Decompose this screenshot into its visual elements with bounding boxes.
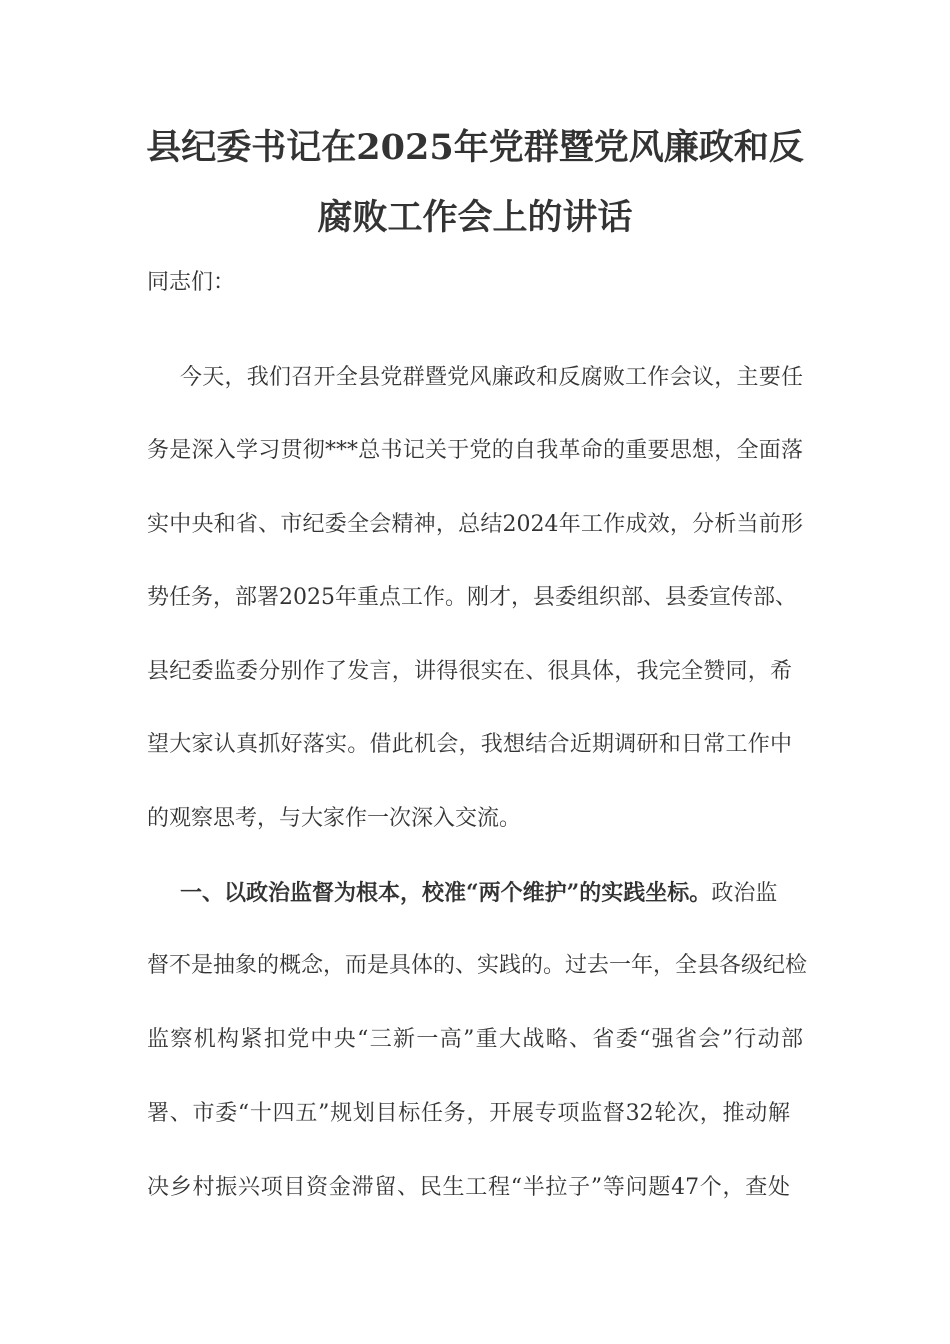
paragraph-line: 今天，我们召开全县党群暨党风廉政和反腐败工作会议，主要任 bbox=[180, 365, 803, 390]
section-heading-tail: 政治监 bbox=[711, 881, 778, 906]
paragraph-line: 决乡村振兴项目资金滞留、民生工程“半拉子”等问题47个，查处 bbox=[147, 1175, 790, 1200]
paragraph-line: 务是深入学习贯彻***总书记关于党的自我革命的重要思想，全面落 bbox=[147, 438, 803, 463]
paragraph-line: 署、市委“十四五”规划目标任务，开展专项监督32轮次，推动解 bbox=[147, 1101, 790, 1126]
paragraph-line: 势任务，部署2025年重点工作。刚才，县委组织部、县委宣传部、 bbox=[147, 585, 797, 610]
document-title-line-1: 县纪委书记在2025年党群暨党风廉政和反 bbox=[146, 127, 804, 168]
paragraph-line: 实中央和省、市纪委全会精神，总结2024年工作成效，分析当前形 bbox=[147, 512, 803, 537]
paragraph-line: 监察机构紧扣党中央“三新一高”重大战略、省委“强省会”行动部 bbox=[147, 1027, 803, 1052]
paragraph-line: 望大家认真抓好落实。借此机会，我想结合近期调研和日常工作中 bbox=[147, 732, 792, 757]
section-heading: 一、以政治监督为根本，校准“两个维护”的实践坐标。 bbox=[180, 880, 712, 906]
section-heading-line bbox=[180, 878, 800, 908]
document-title-line-2: 腐败工作会上的讲话 bbox=[317, 197, 633, 238]
salutation: 同志们： bbox=[147, 270, 236, 295]
paragraph-line: 的观察思考，与大家作一次深入交流。 bbox=[147, 806, 522, 831]
paragraph-line: 县纪委监委分别作了发言，讲得很实在、很具体，我完全赞同，希 bbox=[147, 659, 792, 684]
paragraph-line: 督不是抽象的概念，而是具体的、实践的。过去一年，全县各级纪检 bbox=[147, 953, 808, 978]
